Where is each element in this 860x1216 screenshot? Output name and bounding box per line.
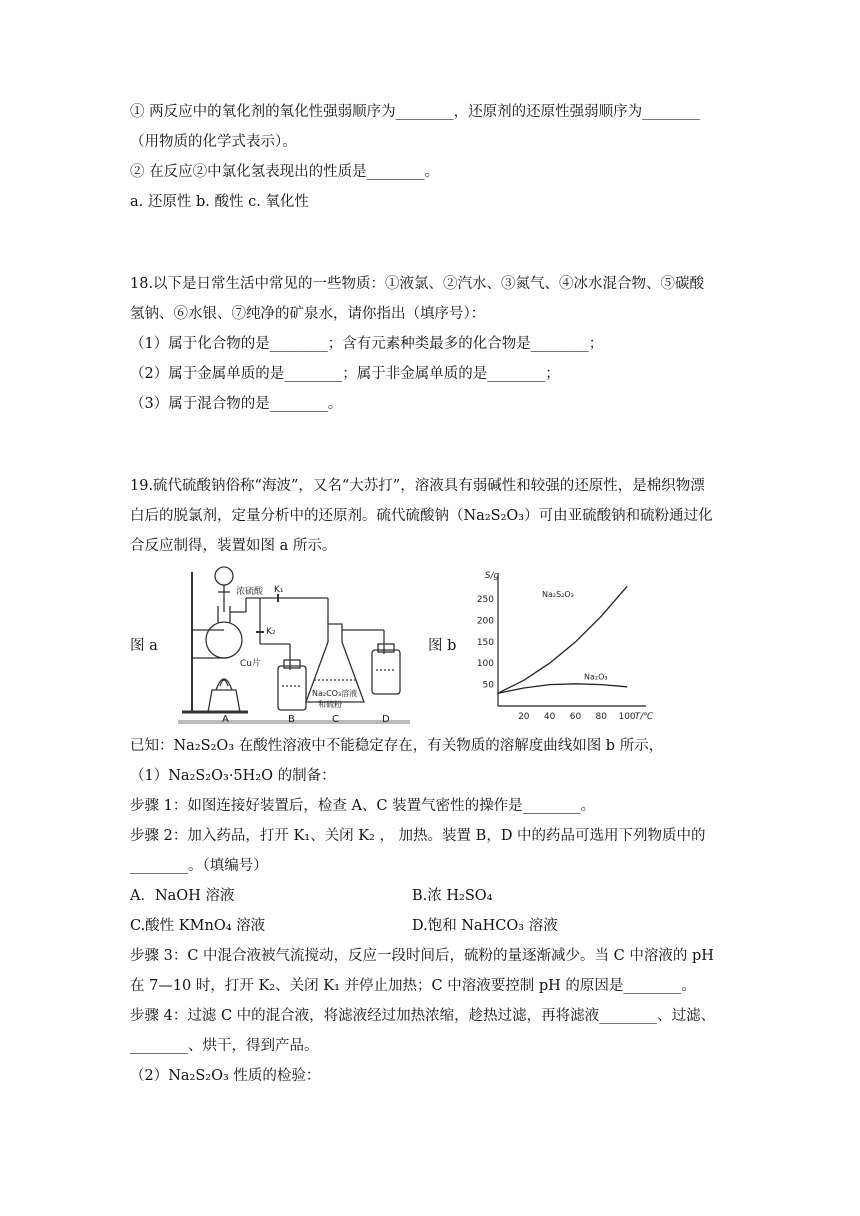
q19-step-2-line-2: ________。（填编号） [130,858,268,874]
option-b: B.浓 H₂SO₄ [412,888,493,904]
q19-step-3-line-1: 步骤 3：C 中混合液被气流搅动，反应一段时间后，硫粉的量逐渐减少。当 C 中溶液的 pH [130,948,714,964]
q19-step-1: 步骤 1：如图连接好装置后，检查 A、C 装置气密性的操作是________。 [130,798,596,814]
solubility-chart [464,568,654,724]
series-line [498,684,627,693]
x-axis-label: T/℃ [634,712,654,722]
letter-b: B [288,714,295,725]
letter-a: A [222,714,229,725]
x-tick-label: 40 [543,712,556,722]
q19-step-4-line-2: ________、烘干，得到产品。 [130,1038,319,1054]
figure-b-label: 图 b [428,638,457,654]
figure-a-label: 图 a [130,638,158,654]
q18-line-4: （2）属于金属单质的是________；属于非金属单质的是________； [130,366,560,382]
q19-step-2-line-1: 步骤 2：加入药品，打开 K₁、关闭 K₂ ， 加热。装置 B，D 中的药品可选用下列物质中的 [130,828,706,844]
q17-options: a. 还原性 b. 酸性 c. 氧化性 [130,194,309,210]
series-label: Na₂O₃ [584,672,608,682]
q18-line-1: 18.以下是日常生活中常见的一些物质：①液氯、②汽水、③氮气、④冰水混合物、⑤碳酸 [130,276,705,292]
flask-label-1: Na₂CO₃溶液 [312,689,358,698]
y-tick-label: 50 [482,680,494,691]
q19-line-3: 合反应制得，装置如图 a 所示。 [130,538,337,554]
q18-line-2: 氢钠、⑥水银、⑦纯净的矿泉水，请你指出（填序号）： [130,306,486,322]
q19-step-3-line-2: 在 7—10 时，打开 K₂、关闭 K₁ 并停止加热；C 中溶液要控制 pH 的原因是________。 [130,978,696,994]
series-line [498,586,627,693]
acid-label: 浓硫酸 [236,587,264,597]
option-d: D.饱和 NaHCO₃ 溶液 [412,918,558,934]
y-tick-label: 200 [476,616,494,627]
q19-step-4-line-1: 步骤 4：过滤 C 中的混合液，将滤液经过加热浓缩，趁热过滤，再将滤液________、过滤、 [130,1008,716,1024]
k2-label: K₂ [266,627,276,637]
q17-line-2: （用物质的化学式表示）。 [130,134,297,150]
cu-label: Cu片 [240,659,261,669]
series-label: Na₂S₂O₃ [542,589,574,599]
x-tick-label: 60 [569,712,582,722]
q17-line-1: ① 两反应中的氧化剂的氧化性强弱顺序为________，还原剂的还原性强弱顺序为________ [130,104,701,120]
apparatus-diagram [178,562,410,730]
y-tick-label: 250 [476,595,494,606]
q19-part-1: （1）Na₂S₂O₃·5H₂O 的制备： [130,768,336,784]
flask-label-2: 和硫粉 [318,700,342,709]
q19-line-1: 19.硫代硫酸钠俗称“海波”，又名“大苏打”，溶液具有弱碱性和较强的还原性，是棉织物漂 [130,478,705,494]
letter-c: C [332,714,339,725]
option-c: C.酸性 KMnO₄ 溶液 [130,918,266,934]
option-a: A．NaOH 溶液 [130,888,235,904]
q19-part-2: （2）Na₂S₂O₃ 性质的检验： [130,1068,321,1084]
letter-d: D [382,714,390,725]
y-tick-label: 150 [476,637,494,648]
q18-line-5: （3）属于混合物的是________。 [130,396,343,412]
y-axis-label: S/g [484,571,500,581]
y-tick-label: 100 [476,659,494,670]
x-tick-label: 20 [518,712,530,722]
q17-line-3: ② 在反应②中氯化氢表现出的性质是________。 [130,164,440,180]
k1-label: K₁ [274,585,284,595]
q19-known: 已知：Na₂S₂O₃ 在酸性溶液中不能稳定存在，有关物质的溶解度曲线如图 b 所示， [130,738,664,754]
q18-line-3: （1）属于化合物的是________；含有元素种类最多的化合物是________； [130,336,604,352]
x-tick-label: 80 [595,712,607,722]
x-tick-label: 100 [618,712,636,722]
q19-line-2: 白后的脱氯剂，定量分析中的还原剂。硫代硫酸钠（Na₂S₂O₃）可由亚硫酸钠和硫粉通过化 [130,508,713,524]
